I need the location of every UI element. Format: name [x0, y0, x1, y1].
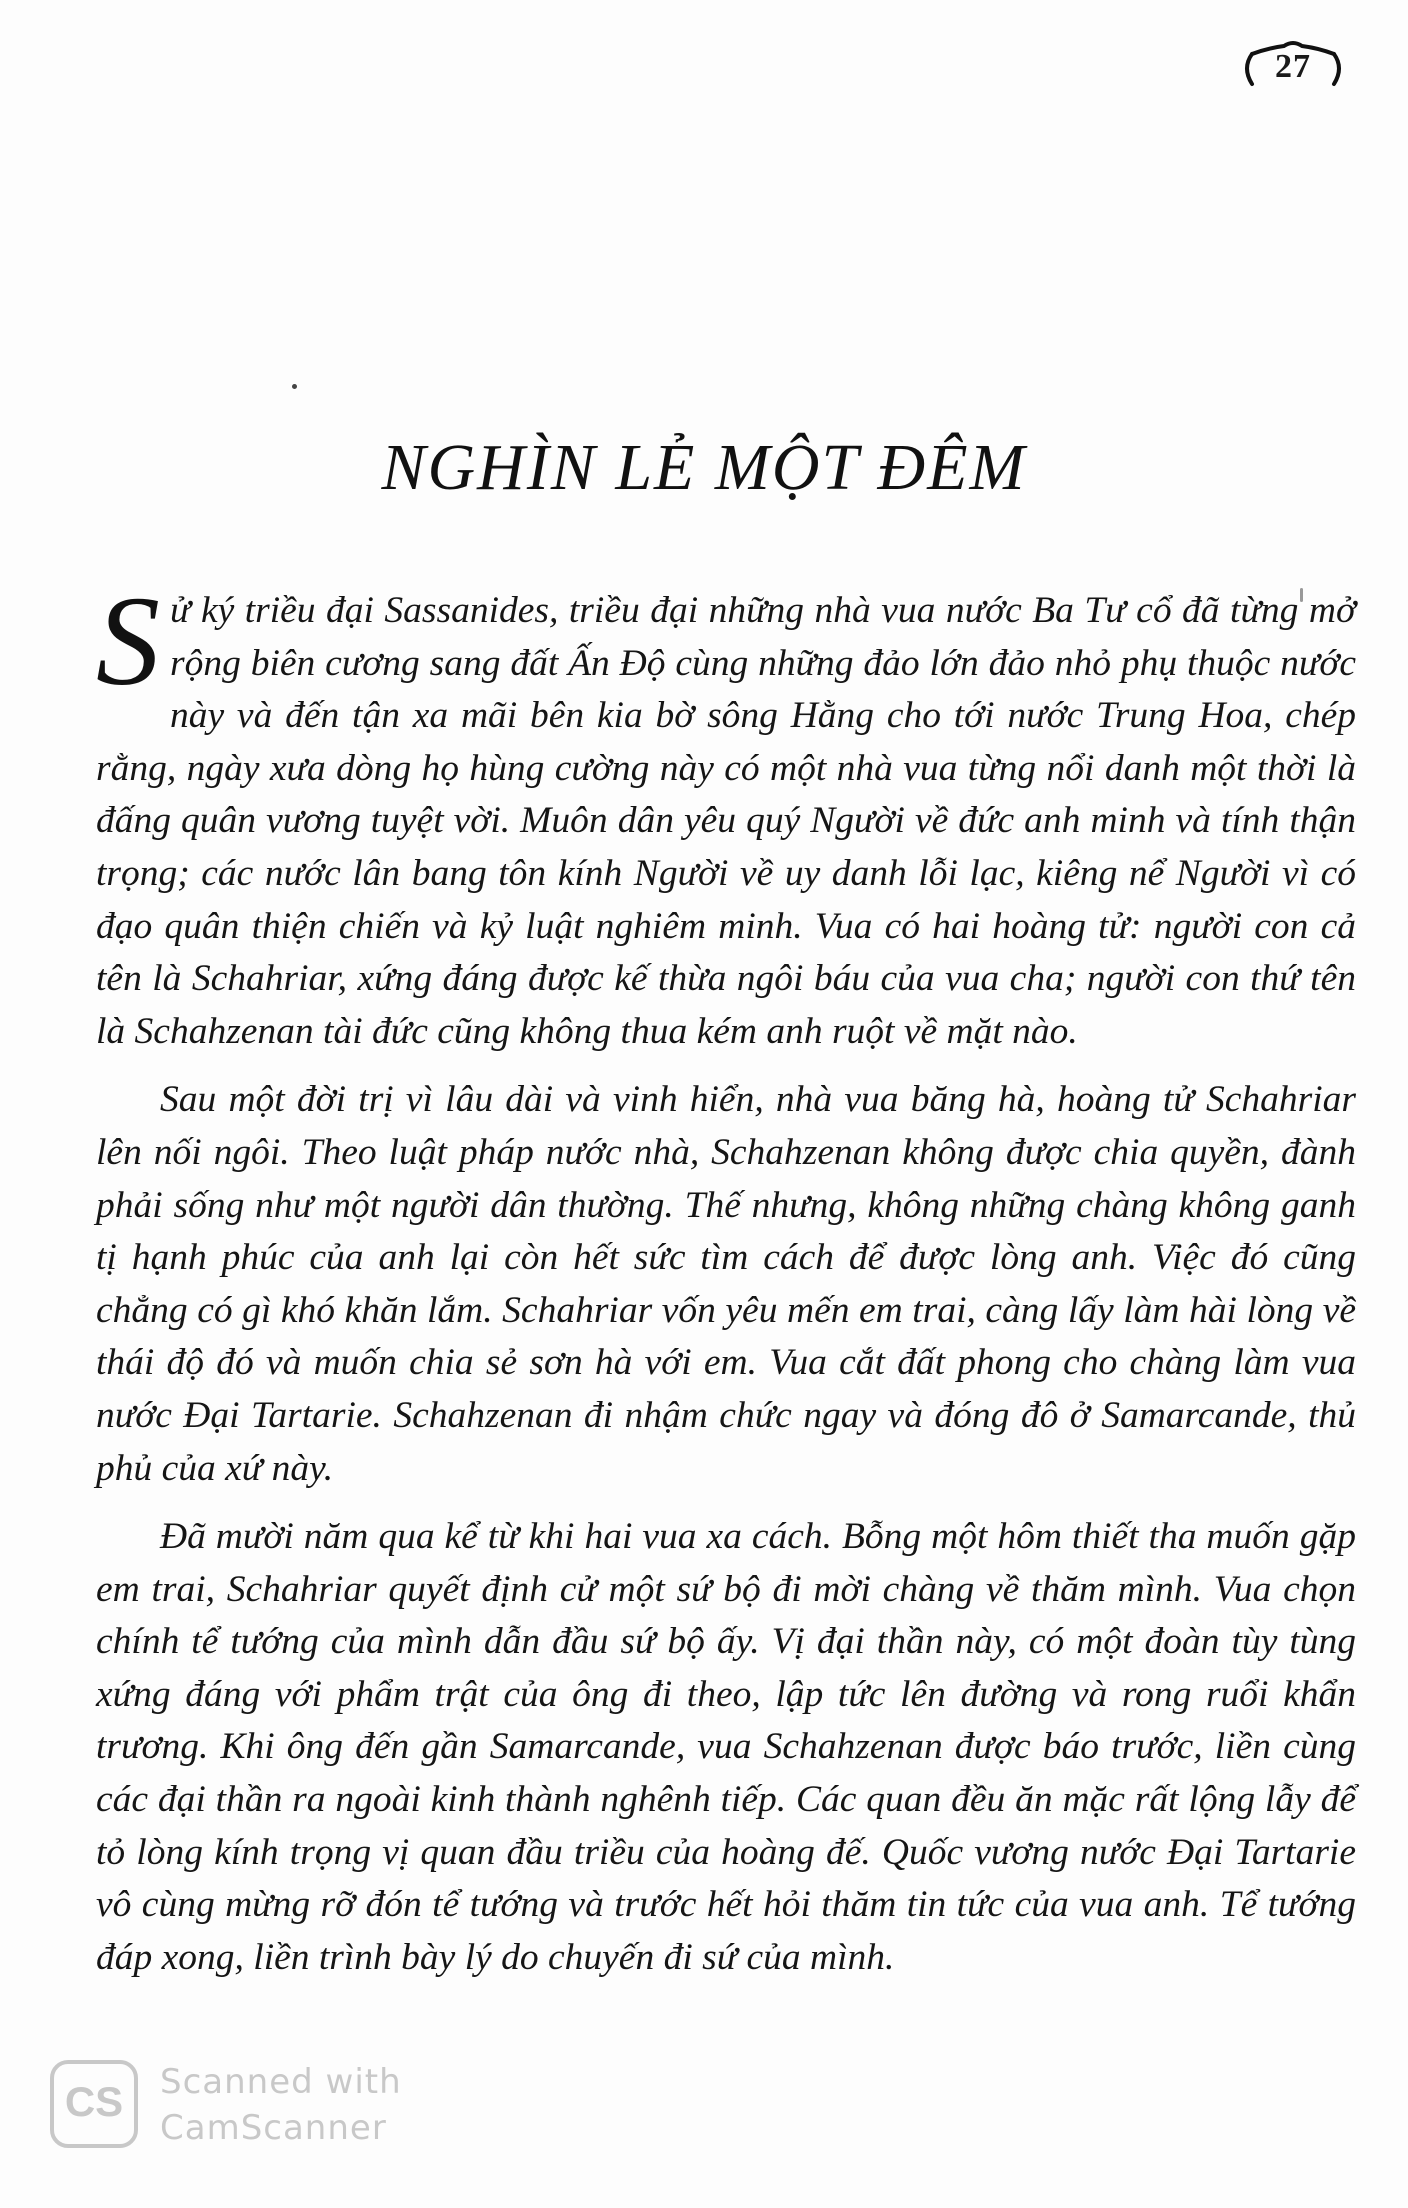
page-number-badge: [1238, 40, 1348, 96]
paragraph-3: Đã mười năm qua kể từ khi hai vua xa cách. Bỗng một hôm thiết tha muốn gặp em trai, Schahriar quyết định cử một sứ bộ đi mời chàng về thăm mình. Vua chọn chính tể tướng của mình dẫn đầu sứ bộ ấy. Vị đại thần này, có một đoàn tùy tùng xứng đáng với phẩm trật của ông đi theo, lập tức lên đường và rong ruổi khẩn trương. Khi ông đến gần Samarcande, vua Schahzenan được báo trước, liền cùng các đại thần ra ngoài kinh thành nghênh tiếp. Các quan đều ăn mặc rất lộng lẫy để tỏ lòng kính trọng vị quan đầu triều của hoàng đế. Quốc vương nước Đại Tartarie vô cùng mừng rỡ đón tể tướng và trước hết hỏi thăm tin tức của vua anh. Tể tướng đáp xong, liền trình bày lý do chuyến đi sứ của mình.: [96, 1516, 1356, 1978]
camscanner-logo-icon: CS: [50, 2060, 138, 2148]
scan-speck: [292, 384, 297, 389]
watermark-line-2: CamScanner: [160, 2108, 387, 2148]
drop-cap: S: [96, 570, 160, 712]
page-number: 27: [1275, 48, 1311, 85]
paragraph-text: ử ký triều đại Sassanides, triều đại những nhà vua nước Ba Tư cổ đã từng mở rộng biên cương sang đất Ấn Độ cùng những đảo lớn đảo nhỏ phụ thuộc nước này và đến tận xa mãi bên kia bờ sông Hằng cho tới nước Trung Hoa, chép rằng, ngày xưa dòng họ hùng cường này có một nhà vua từng nổi danh một thời là đấng quân vương tuyệt vời. Muôn dân yêu quý Người về đức anh minh và tính thận trọng; các nước lân bang tôn kính Người về uy danh lỗi lạc, kiêng nể Người vì có đạo quân thiện chiến và kỷ luật nghiêm minh. Vua có hai hoàng tử: người con cả tên là Schahriar, xứng đáng được kế thừa ngôi báu của vua cha; người con thứ tên là Schahzenan tài đức cũng không thua kém anh ruột về mặt nào.: [96, 590, 1356, 1052]
chapter-title: NGHÌN LẺ MỘT ĐÊM: [381, 431, 1027, 504]
paragraph-1: [96, 570, 1356, 1058]
camscanner-watermark: [50, 2060, 470, 2170]
paragraph-2: Sau một đời trị vì lâu dài và vinh hiển, nhà vua băng hà, hoàng tử Schahriar lên nối ngôi. Theo luật pháp nước nhà, Schahzenan không được chia quyền, đành phải sống như một người dân thường. Thế nhưng, không những chàng không ganh tị hạnh phúc của anh lại còn hết sức tìm cách để được lòng anh. Việc đó cũng chẳng có gì khó khăn lắm. Schahriar vốn yêu mến em trai, càng lấy làm hài lòng về thái độ đó và muốn chia sẻ sơn hà với em. Vua cắt đất phong cho chàng làm vua nước Đại Tartarie. Schahzenan đi nhậm chức ngay và đóng đô ở Samarcande, thủ phủ của xứ này.: [96, 1079, 1356, 1489]
chapter-body: [96, 570, 1356, 2000]
watermark-line-1: Scanned with: [160, 2062, 402, 2102]
